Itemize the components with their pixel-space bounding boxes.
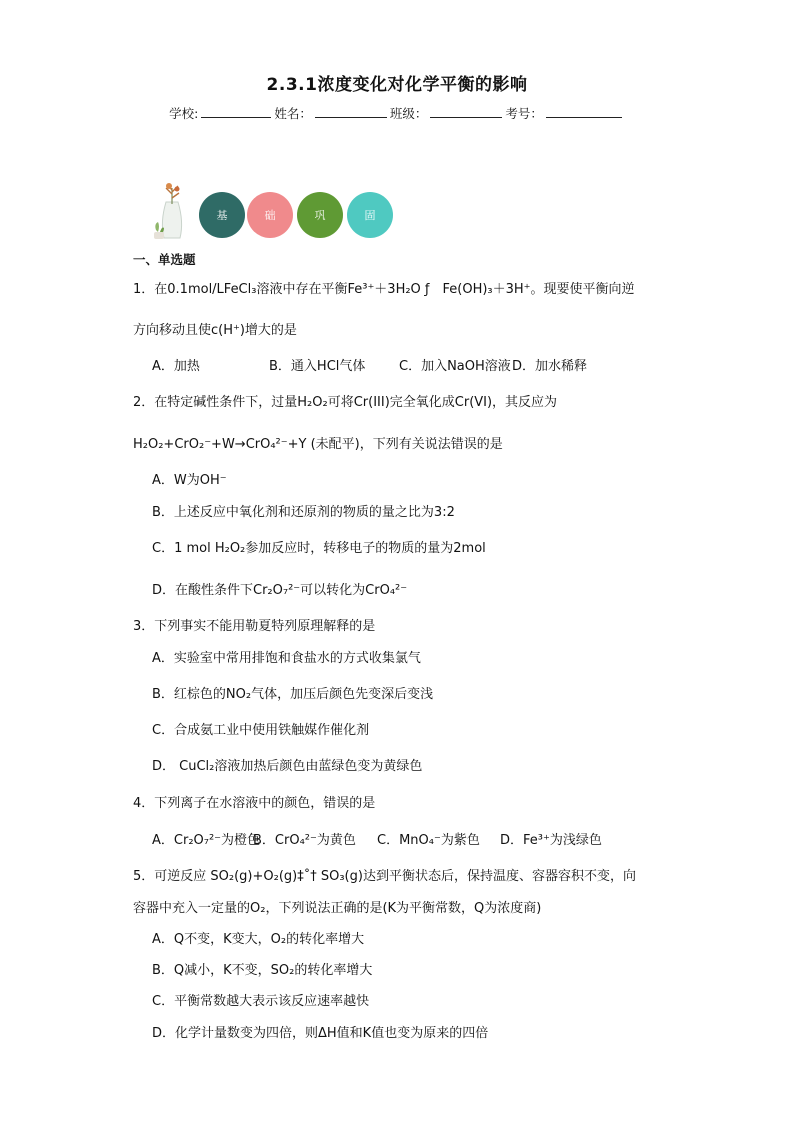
q1-option-d[interactable]: D．加水稀释 <box>512 359 588 374</box>
q2-option-c[interactable]: C．1 mol H₂O₂参加反应时，转移电子的物质的量为2mol <box>152 541 486 556</box>
class-blank[interactable] <box>430 105 502 118</box>
q4-option-d[interactable]: D．Fe³⁺为浅绿色 <box>500 833 602 848</box>
q4-stem: 4．下列离子在水溶液中的颜色，错误的是 <box>133 796 376 811</box>
badge-gong: 巩 <box>297 192 343 238</box>
q1-options <box>152 358 587 376</box>
q5-option-a[interactable]: A．Q不变，K变大，O₂的转化率增大 <box>152 932 365 947</box>
school-label: 学校: <box>169 106 199 121</box>
q4-option-a[interactable]: A．Cr₂O₇²⁻为橙色 <box>152 833 261 848</box>
q1-stem-line1: 1．在0.1mol/LFeCl₃溶液中存在平衡Fe³⁺＋3H₂O ƒ Fe(OH)₃＋3H⁺。现要使平衡向逆 <box>133 282 635 297</box>
q2-stem-line2: H₂O₂+CrO₂⁻+W→CrO₄²⁻+Y (未配平)，下列有关说法错误的是 <box>133 437 503 452</box>
q4-option-c[interactable]: C．MnO₄⁻为紫色 <box>377 833 480 848</box>
q5-option-b[interactable]: B．Q减小，K不变，SO₂的转化率增大 <box>152 963 373 978</box>
q1-option-a[interactable]: A．加热 <box>152 359 200 374</box>
q2-stem-line1: 2．在特定碱性条件下，过量H₂O₂可将Cr(III)完全氧化成Cr(VI)，其反应为 <box>133 395 558 410</box>
plant-vase-icon <box>152 182 192 240</box>
class-label: 班级： <box>389 106 428 121</box>
name-blank[interactable] <box>315 105 387 118</box>
q5-stem-line1: 5．可逆反应 SO₂(g)+O₂(g)‡˚† SO₃(g)达到平衡状态后，保持温度、容器容积不变，向 <box>133 869 636 884</box>
q3-option-a[interactable]: A．实验室中常用排饱和食盐水的方式收集氯气 <box>152 651 421 666</box>
q5-stem-line2: 容器中充入一定量的O₂，下列说法正确的是(K为平衡常数，Q为浓度商) <box>133 901 542 916</box>
q5-option-c[interactable]: C．平衡常数越大表示该反应速率越快 <box>152 994 370 1009</box>
q3-option-c[interactable]: C．合成氨工业中使用铁触媒作催化剂 <box>152 723 370 738</box>
q1-option-c[interactable]: C．加入NaOH溶液 <box>399 359 511 374</box>
q1-stem-line2: 方向移动且使c(H⁺)增大的是 <box>133 323 297 338</box>
q3-option-b[interactable]: B．红棕色的NO₂气体，加压后颜色先变深后变浅 <box>152 687 434 702</box>
q3-option-d[interactable]: D． CuCl₂溶液加热后颜色由蓝绿色变为黄绿色 <box>152 759 423 774</box>
q5-option-d[interactable]: D．化学计量数变为四倍，则ΔH值和K值也变为原来的四倍 <box>152 1026 489 1041</box>
badge-chu: 础 <box>247 192 293 238</box>
name-label: 姓名： <box>274 106 312 121</box>
q3-stem: 3．下列事实不能用勒夏特列原理解释的是 <box>133 619 376 634</box>
q2-option-a[interactable]: A．W为OH⁻ <box>152 473 227 488</box>
q4-options <box>152 832 602 850</box>
student-info-line <box>0 104 794 122</box>
q1-option-b[interactable]: B．通入HCl气体 <box>269 359 366 374</box>
badge-ji: 基 <box>199 192 245 238</box>
examno-label: 考号： <box>505 106 543 121</box>
badge-gu: 固 <box>347 192 393 238</box>
q2-option-d[interactable]: D．在酸性条件下Cr₂O₇²⁻可以转化为CrO₄²⁻ <box>152 583 408 598</box>
section-heading: 一、单选题 <box>133 252 196 267</box>
school-blank[interactable] <box>201 105 271 118</box>
q4-option-b[interactable]: B．CrO₄²⁻为黄色 <box>253 833 356 848</box>
q2-option-b[interactable]: B．上述反应中氧化剂和还原剂的物质的量之比为3:2 <box>152 505 455 520</box>
page-title: 2.3.1浓度变化对化学平衡的影响 <box>266 75 528 95</box>
examno-blank[interactable] <box>546 105 622 118</box>
